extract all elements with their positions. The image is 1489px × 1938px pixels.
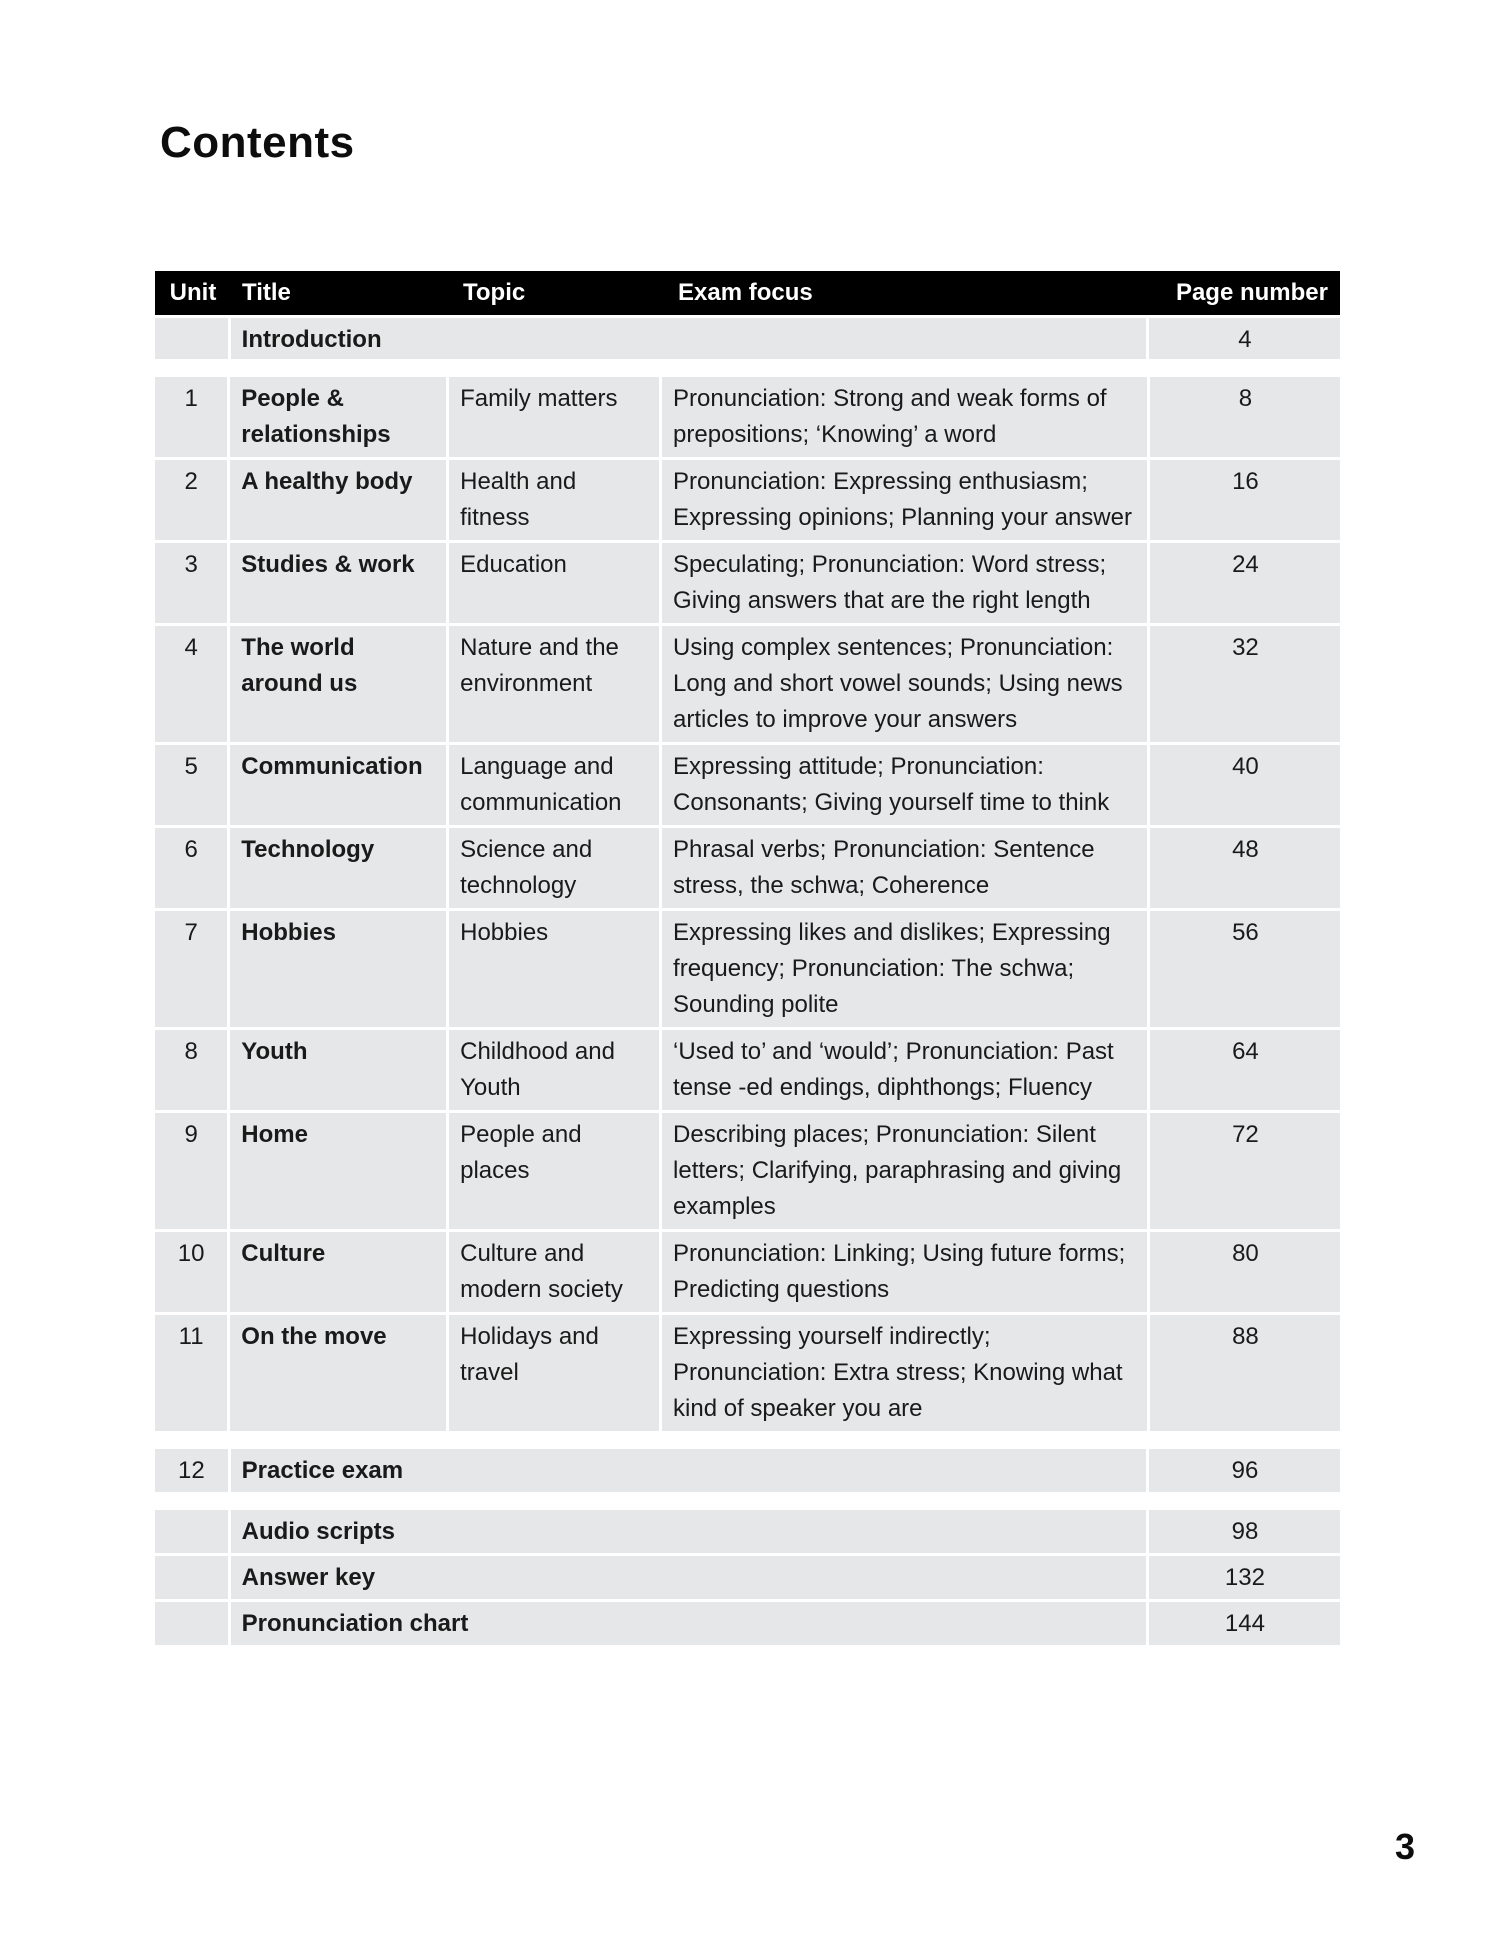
unit-number: 12 bbox=[155, 1449, 228, 1492]
unit-exam-focus: Using complex sentences; Pronunciation: Long and short vowel sounds; Using news articles to improve your answers bbox=[662, 626, 1147, 742]
unit-title: Hobbies bbox=[230, 911, 446, 1027]
unit-title: People & relationships bbox=[230, 377, 446, 457]
unit-number: 11 bbox=[155, 1315, 227, 1431]
header-page-number: Page number bbox=[1175, 279, 1328, 306]
unit-title: Home bbox=[230, 1113, 446, 1229]
unit-topic: Language and communication bbox=[449, 745, 659, 825]
unit-number: 1 bbox=[155, 377, 227, 457]
unit-topic: Family matters bbox=[449, 377, 659, 457]
unit-exam-focus: Pronunciation: Linking; Using future forms; Predicting questions bbox=[662, 1232, 1147, 1312]
contents-table bbox=[155, 271, 1340, 1645]
unit-exam-focus: Phrasal verbs; Pronunciation: Sentence stress, the schwa; Coherence bbox=[662, 828, 1147, 908]
table-row-audio-scripts[interactable] bbox=[155, 1510, 1340, 1553]
page-ref: 88 bbox=[1150, 1315, 1340, 1431]
table-row-answer-key[interactable] bbox=[155, 1556, 1340, 1599]
unit-number bbox=[155, 1510, 228, 1553]
unit-exam-focus: Pronunciation: Strong and weak forms of prepositions; ‘Knowing’ a word bbox=[662, 377, 1147, 457]
unit-exam-focus: Expressing likes and dislikes; Expressing frequency; Pronunciation: The schwa; Sounding polite bbox=[662, 911, 1147, 1027]
page-ref: 132 bbox=[1149, 1556, 1340, 1599]
unit-topic: Science and technology bbox=[449, 828, 659, 908]
table-row-unit[interactable] bbox=[155, 626, 1340, 742]
unit-number: 8 bbox=[155, 1030, 227, 1110]
table-row-unit[interactable] bbox=[155, 911, 1340, 1027]
table-row-practice-exam[interactable] bbox=[155, 1449, 1340, 1492]
unit-number: 5 bbox=[155, 745, 227, 825]
unit-title: A healthy body bbox=[230, 460, 446, 540]
unit-number: 7 bbox=[155, 911, 227, 1027]
table-row-unit[interactable] bbox=[155, 543, 1340, 623]
page-ref: 144 bbox=[1149, 1602, 1340, 1645]
unit-title: Communication bbox=[230, 745, 446, 825]
units-body bbox=[155, 377, 1340, 1431]
unit-number: 3 bbox=[155, 543, 227, 623]
unit-title: Technology bbox=[230, 828, 446, 908]
table-row-unit[interactable] bbox=[155, 460, 1340, 540]
unit-number bbox=[155, 1556, 228, 1599]
header-title: Title bbox=[242, 279, 291, 306]
unit-exam-focus: Describing places; Pronunciation: Silent letters; Clarifying, paraphrasing and giving examples bbox=[662, 1113, 1147, 1229]
unit-exam-focus: Pronunciation: Expressing enthusiasm; Expressing opinions; Planning your answer bbox=[662, 460, 1147, 540]
header-topic: Topic bbox=[463, 279, 526, 306]
unit-number bbox=[155, 318, 228, 359]
unit-topic: Childhood and Youth bbox=[449, 1030, 659, 1110]
unit-topic: Nature and the environment bbox=[449, 626, 659, 742]
page-ref: 16 bbox=[1150, 460, 1340, 540]
table-row-unit[interactable] bbox=[155, 1030, 1340, 1110]
table-row-unit[interactable] bbox=[155, 1315, 1340, 1431]
section-title: Answer key bbox=[231, 1556, 1146, 1599]
unit-number: 6 bbox=[155, 828, 227, 908]
unit-number: 10 bbox=[155, 1232, 227, 1312]
unit-exam-focus: Expressing attitude; Pronunciation: Consonants; Giving yourself time to think bbox=[662, 745, 1147, 825]
unit-number bbox=[155, 1602, 228, 1645]
section-title: Audio scripts bbox=[231, 1510, 1146, 1553]
table-row-introduction[interactable] bbox=[155, 318, 1340, 359]
unit-exam-focus: Speculating; Pronunciation: Word stress; Giving answers that are the right length bbox=[662, 543, 1147, 623]
page-ref: 98 bbox=[1149, 1510, 1340, 1553]
section-title: Pronunciation chart bbox=[231, 1602, 1146, 1645]
unit-topic: Health and fitness bbox=[449, 460, 659, 540]
table-row-unit[interactable] bbox=[155, 1232, 1340, 1312]
unit-number: 9 bbox=[155, 1113, 227, 1229]
page-ref: 96 bbox=[1149, 1449, 1340, 1492]
page-ref: 56 bbox=[1150, 911, 1340, 1027]
table-header bbox=[155, 271, 1340, 315]
page-number: 3 bbox=[1395, 1826, 1416, 1867]
unit-title: The world around us bbox=[230, 626, 446, 742]
section-title: Practice exam bbox=[231, 1449, 1146, 1492]
unit-exam-focus: Expressing yourself indirectly; Pronunciation: Extra stress; Knowing what kind of speaker you are bbox=[662, 1315, 1147, 1431]
unit-title: Culture bbox=[230, 1232, 446, 1312]
table-row-unit[interactable] bbox=[155, 745, 1340, 825]
unit-title: Youth bbox=[230, 1030, 446, 1110]
header-unit: Unit bbox=[169, 279, 217, 306]
unit-exam-focus: ‘Used to’ and ‘would’; Pronunciation: Past tense -ed endings, diphthongs; Fluency bbox=[662, 1030, 1147, 1110]
unit-topic: Education bbox=[449, 543, 659, 623]
table-row-pronunciation-chart[interactable] bbox=[155, 1602, 1340, 1645]
page-title: Contents bbox=[160, 118, 355, 167]
page-ref: 40 bbox=[1150, 745, 1340, 825]
header-exam-focus: Exam focus bbox=[678, 279, 813, 306]
page-ref: 32 bbox=[1150, 626, 1340, 742]
unit-number: 4 bbox=[155, 626, 227, 742]
table-row-unit[interactable] bbox=[155, 828, 1340, 908]
unit-topic: Hobbies bbox=[449, 911, 659, 1027]
unit-title: Studies & work bbox=[230, 543, 446, 623]
unit-topic: Culture and modern society bbox=[449, 1232, 659, 1312]
section-title: Introduction bbox=[231, 318, 1146, 359]
unit-title: On the move bbox=[230, 1315, 446, 1431]
page-ref: 72 bbox=[1150, 1113, 1340, 1229]
unit-number: 2 bbox=[155, 460, 227, 540]
unit-topic: Holidays and travel bbox=[449, 1315, 659, 1431]
page-ref: 8 bbox=[1150, 377, 1340, 457]
page-ref: 48 bbox=[1150, 828, 1340, 908]
page-ref: 4 bbox=[1149, 318, 1340, 359]
table-row-unit[interactable] bbox=[155, 1113, 1340, 1229]
page-ref: 24 bbox=[1150, 543, 1340, 623]
page-ref: 64 bbox=[1150, 1030, 1340, 1110]
page-ref: 80 bbox=[1150, 1232, 1340, 1312]
table-row-unit[interactable] bbox=[155, 377, 1340, 457]
unit-topic: People and places bbox=[449, 1113, 659, 1229]
